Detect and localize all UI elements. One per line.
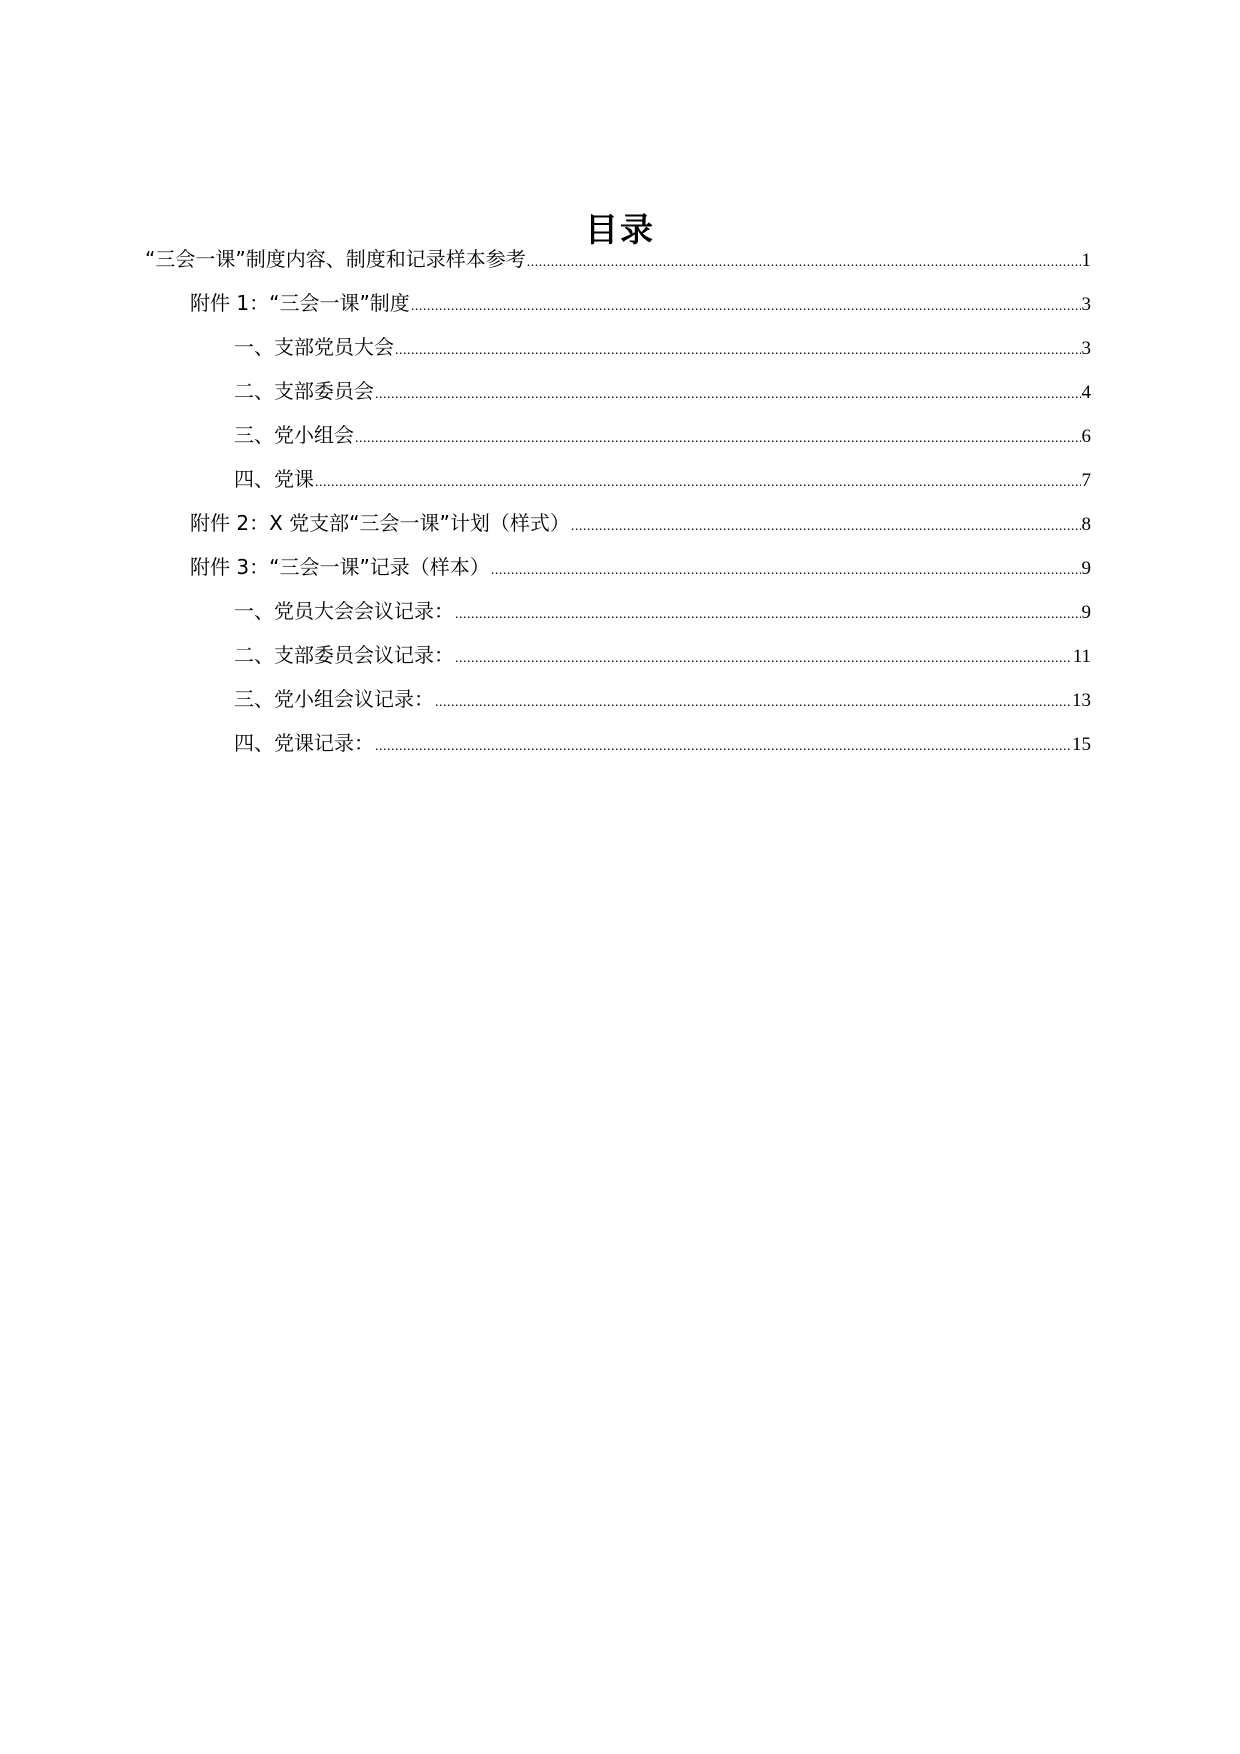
toc-entry-appendix-1[interactable] — [190, 287, 1091, 319]
toc-dot-leader — [375, 379, 1081, 411]
toc-dot-leader — [455, 643, 1072, 675]
toc-entry-lecture-record[interactable] — [234, 727, 1091, 759]
toc-entry-party-group-meeting[interactable] — [234, 419, 1091, 451]
toc-dot-leader — [435, 687, 1071, 719]
toc-entry-label: 三、党小组会议记录： — [234, 687, 434, 711]
toc-dot-leader — [411, 291, 1081, 323]
toc-page-number: 3 — [1081, 294, 1091, 315]
toc-entry-label: 二、支部委员会 — [234, 379, 374, 403]
toc-page-number: 7 — [1081, 470, 1091, 491]
toc-entry-committee-record[interactable] — [234, 639, 1091, 671]
toc-dot-leader — [491, 555, 1081, 587]
toc-entry-appendix-3[interactable] — [190, 551, 1091, 583]
toc-page-number: 4 — [1081, 382, 1091, 403]
toc-page-number: 9 — [1081, 558, 1091, 579]
toc-page-number: 1 — [1081, 250, 1091, 271]
toc-entry-group-meeting-record[interactable] — [234, 683, 1091, 715]
toc-dot-leader — [571, 511, 1081, 543]
toc-entry-label: 二、支部委员会议记录： — [234, 643, 454, 667]
toc-page-number: 8 — [1081, 514, 1091, 535]
toc-page-number: 6 — [1081, 426, 1091, 447]
toc-dot-leader — [375, 731, 1071, 763]
toc-entry-label: “三会一课”制度内容、制度和记录样本参考 — [145, 247, 526, 271]
toc-entry-main[interactable] — [145, 243, 1091, 275]
toc-entry-branch-general-meeting[interactable] — [234, 331, 1091, 363]
toc-dot-leader — [355, 423, 1081, 455]
toc-page-number: 9 — [1081, 602, 1091, 623]
toc-entry-label: 一、党员大会会议记录： — [234, 599, 454, 623]
toc-page-number: 3 — [1081, 338, 1091, 359]
toc-dot-leader — [315, 467, 1081, 499]
toc-dot-leader — [527, 247, 1081, 279]
toc-page-number: 13 — [1072, 690, 1091, 711]
toc-entry-label: 附件 2：X 党支部“三会一课”计划（样式） — [190, 511, 570, 535]
toc-entry-label: 四、党课记录： — [234, 731, 374, 755]
toc-dot-leader — [395, 335, 1081, 367]
toc-page-number: 11 — [1072, 646, 1091, 667]
toc-entry-label: 四、党课 — [234, 467, 314, 491]
toc-entry-branch-committee[interactable] — [234, 375, 1091, 407]
toc-entry-general-meeting-record[interactable] — [234, 595, 1091, 627]
toc-entry-party-lecture[interactable] — [234, 463, 1091, 495]
toc-dot-leader — [455, 599, 1081, 631]
toc-entry-label: 三、党小组会 — [234, 423, 354, 447]
toc-entry-label: 附件 1：“三会一课”制度 — [190, 291, 410, 315]
toc-entry-label: 一、支部党员大会 — [234, 335, 394, 359]
toc-entry-label: 附件 3：“三会一课”记录（样本） — [190, 555, 490, 579]
page-title: 目录 — [585, 210, 655, 250]
toc-entry-appendix-2[interactable] — [190, 507, 1091, 539]
toc-page-number: 15 — [1072, 734, 1091, 755]
